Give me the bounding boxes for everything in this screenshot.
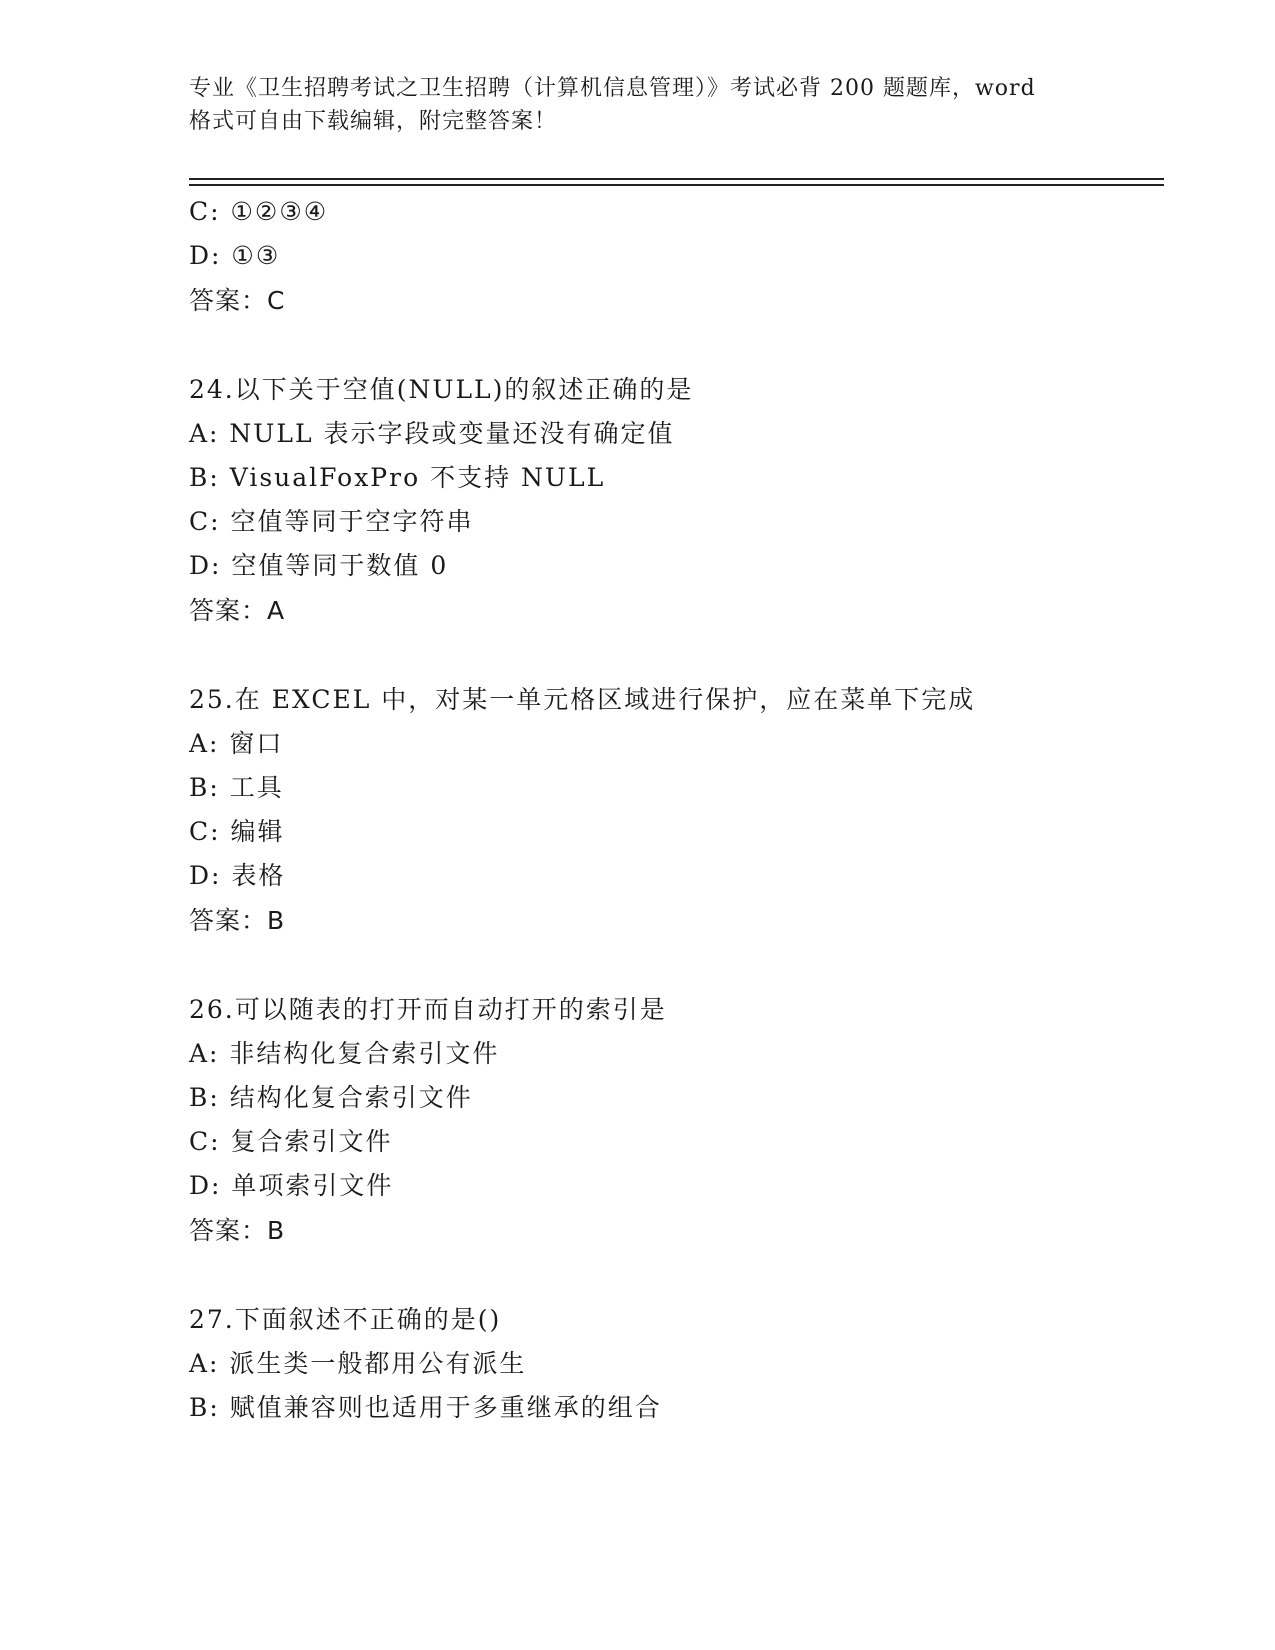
q25-question: 25.在 EXCEL 中，对某一单元格区域进行保护，应在菜单下完成 — [189, 685, 976, 714]
q25-answer: 答案：B — [189, 906, 286, 935]
q25-option-b: B: 工具 — [189, 773, 284, 802]
q26-answer: 答案：B — [189, 1216, 286, 1245]
q26-option-a: A: 非结构化复合索引文件 — [189, 1039, 500, 1068]
q24-option-a: A: NULL 表示字段或变量还没有确定值 — [189, 419, 675, 448]
q24-option-b: B: VisualFoxPro 不支持 NULL — [189, 463, 606, 492]
q25-option-d: D: 表格 — [189, 861, 286, 890]
q25-option-c: C: 编辑 — [189, 817, 285, 846]
document-header — [189, 72, 1089, 138]
q26-option-b: B: 结构化复合索引文件 — [189, 1083, 473, 1112]
q27-option-b: B: 赋值兼容则也适用于多重继承的组合 — [189, 1393, 662, 1422]
q25-option-a: A: 窗口 — [189, 729, 284, 758]
q26-option-d: D: 单项索引文件 — [189, 1171, 394, 1200]
q24-question: 24.以下关于空值(NULL)的叙述正确的是 — [189, 375, 694, 404]
q27-question: 27.下面叙述不正确的是() — [189, 1305, 502, 1334]
q24-option-c: C: 空值等同于空字符串 — [189, 507, 474, 536]
header-line-2: 格式可自由下载编辑，附完整答案！ — [189, 109, 558, 134]
q23-option-c: C: ①②③④ — [189, 197, 329, 226]
q23-option-d: D: ①③ — [189, 241, 281, 270]
q24-answer: 答案：A — [189, 596, 286, 625]
header-divider-top — [189, 178, 1164, 180]
q26-question: 26.可以随表的打开而自动打开的索引是 — [189, 995, 667, 1024]
q26-option-c: C: 复合索引文件 — [189, 1127, 393, 1156]
q24-option-d: D: 空值等同于数值 0 — [189, 551, 449, 580]
header-line-1: 专业《卫生招聘考试之卫生招聘（计算机信息管理）》考试必背 200 题题库，word — [189, 76, 1036, 101]
q27-option-a: A: 派生类一般都用公有派生 — [189, 1349, 527, 1378]
header-divider-bottom — [189, 184, 1164, 186]
q23-answer: 答案：C — [189, 286, 286, 315]
